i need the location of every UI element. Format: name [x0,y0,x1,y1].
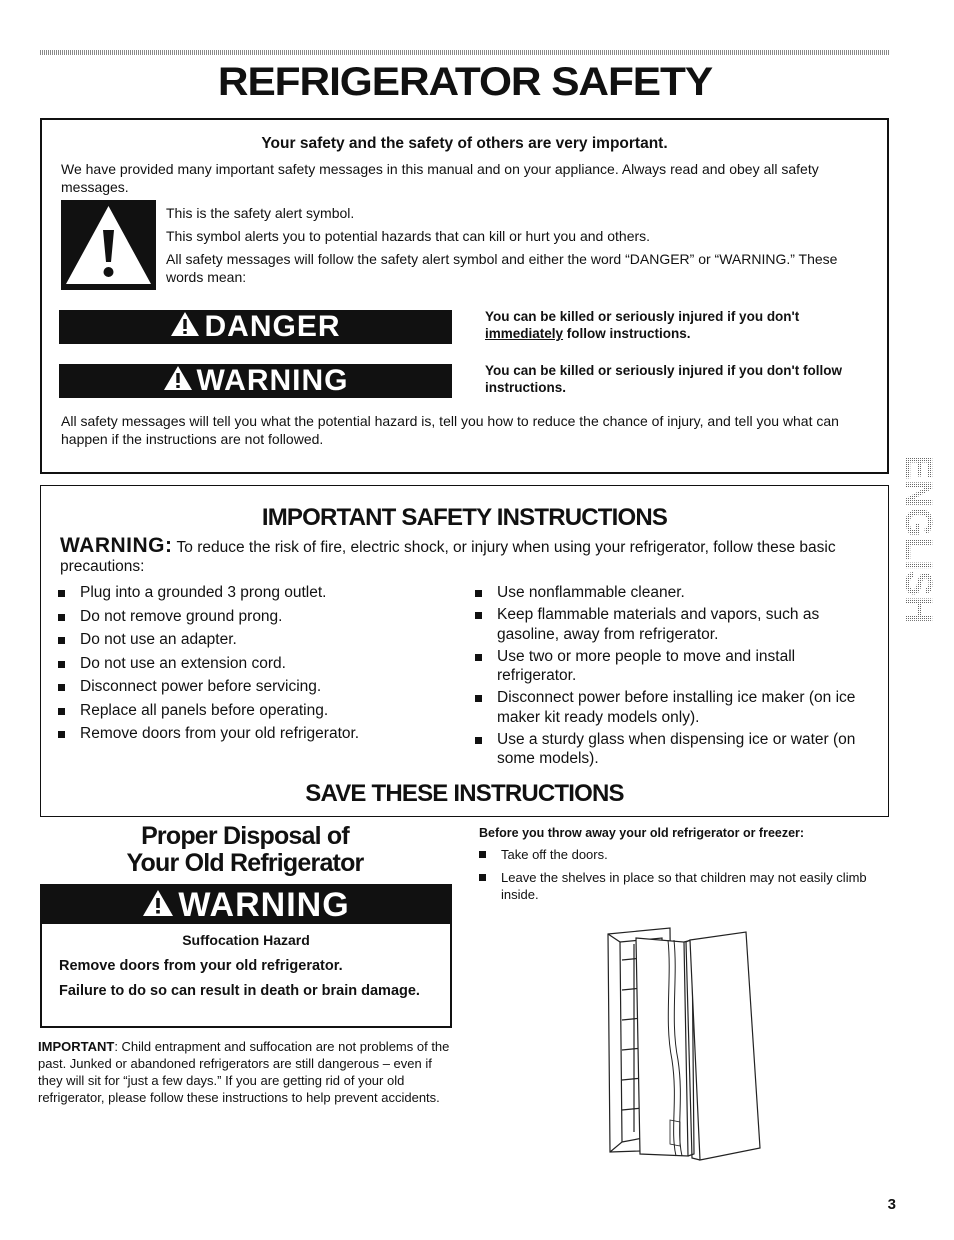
important-label: IMPORTANT [38,1039,115,1054]
warning-signal-bar [42,886,450,924]
refrigerator-doors-removed-illustration [600,920,770,1162]
warning-label: WARNING: [60,534,173,557]
alert-symbol-explanation [166,204,866,291]
alert-line: This is the safety alert symbol. [166,205,355,221]
warning-triangle-icon [142,887,174,925]
danger-signal-bar [59,310,452,344]
side-tab-label: ENGLISH [896,454,939,624]
before-throw-away-title: Before you throw away your old refrigerator or freezer: [479,826,805,840]
danger-meaning [485,308,870,342]
hazard-instructions [59,958,439,1008]
list-item: Replace all panels before operating. [58,701,458,725]
warning-signal-bar [59,364,452,398]
page-number: 3 [887,1196,896,1213]
important-safety-instructions-box [40,485,889,817]
list-item: Do not remove ground prong. [58,607,458,631]
instructions-warning [60,536,870,576]
precautions-list-left [58,583,458,748]
alert-line: All safety messages will follow the safety alert symbol and either the word “DANGER” or “WARNING.” These words mean: [166,251,838,285]
list-item: Plug into a grounded 3 prong outlet. [58,583,458,607]
save-instructions-title: SAVE THESE INSTRUCTIONS [305,780,624,807]
safety-intro: We have provided many important safety messages in this manual and on your appliance. Always read and obey all safety messages. [61,161,819,195]
important-text: : Child entrapment and suffocation are not problems of the past. Junked or abandoned refrigerators are still dangerous – even if they will sit for “just a few days.” If you are getting rid of your old refrigerator, please follow these instructions to help prevent accidents. [38,1039,450,1105]
english-side-tab [896,448,939,630]
list-item: Do not use an extension cord. [58,654,458,678]
warning-meaning: You can be killed or seriously injured if you don't follow instructions. [485,363,842,395]
list-item: Use nonflammable cleaner. [475,583,865,603]
important-paragraph [38,1038,453,1106]
list-item: Disconnect power before servicing. [58,677,458,701]
list-item: Remove doors from your old refrigerator. [58,724,458,748]
suffocation-warning-box [40,884,452,1028]
hazard-line: Remove doors from your old refrigerator. [59,958,343,974]
instructions-title: IMPORTANT SAFETY INSTRUCTIONS [261,504,668,531]
safety-footer: All safety messages will tell you what the potential hazard is, tell you how to reduce the chance of injury, and tell you what can happen if the instructions are not followed. [61,413,839,447]
warning-label: WARNING [196,364,349,397]
danger-text: You can be killed or seriously injured if you don't [485,309,800,324]
danger-label: DANGER [204,310,341,343]
safety-heading: Your safety and the safety of others are very important. [261,135,668,152]
alert-line: This symbol alerts you to potential hazards that can kill or hurt you and others. [166,228,651,244]
list-item: Keep flammable materials and vapors, such as gasoline, away from refrigerator. [475,605,865,644]
warning-label: WARNING [178,886,350,924]
hazard-title: Suffocation Hazard [182,932,310,948]
top-decorative-rule [40,50,890,55]
danger-emphasis: immediately [485,326,564,341]
list-item: Use two or more people to move and install refrigerator. [475,647,865,686]
list-item: Leave the shelves in place so that children may not easily climb inside. [479,869,879,903]
hazard-line: Failure to do so can result in death or brain damage. [59,983,420,999]
list-item: Do not use an adapter. [58,630,458,654]
disposal-title-line: Your Old Refrigerator [126,849,364,877]
warning-triangle-icon [170,311,200,345]
disposal-title [40,823,450,877]
precautions-list-right [475,583,865,771]
safety-alert-symbol-icon [61,200,156,290]
page-title: REFRIGERATOR SAFETY [217,60,713,104]
danger-text-end: follow instructions. [563,326,691,341]
list-item: Use a sturdy glass when dispensing ice or water (on some models). [475,730,865,769]
disposal-title-line: Proper Disposal of [141,822,349,850]
safety-message-box [40,118,889,474]
list-item: Disconnect power before installing ice maker (on ice maker kit ready models only). [475,688,865,727]
list-item: Take off the doors. [479,846,879,863]
warning-text: To reduce the risk of fire, electric shock, or injury when using your refrigerator, follow these basic precautions: [60,539,836,575]
disposal-steps-list [479,846,879,909]
warning-triangle-icon [163,365,193,399]
